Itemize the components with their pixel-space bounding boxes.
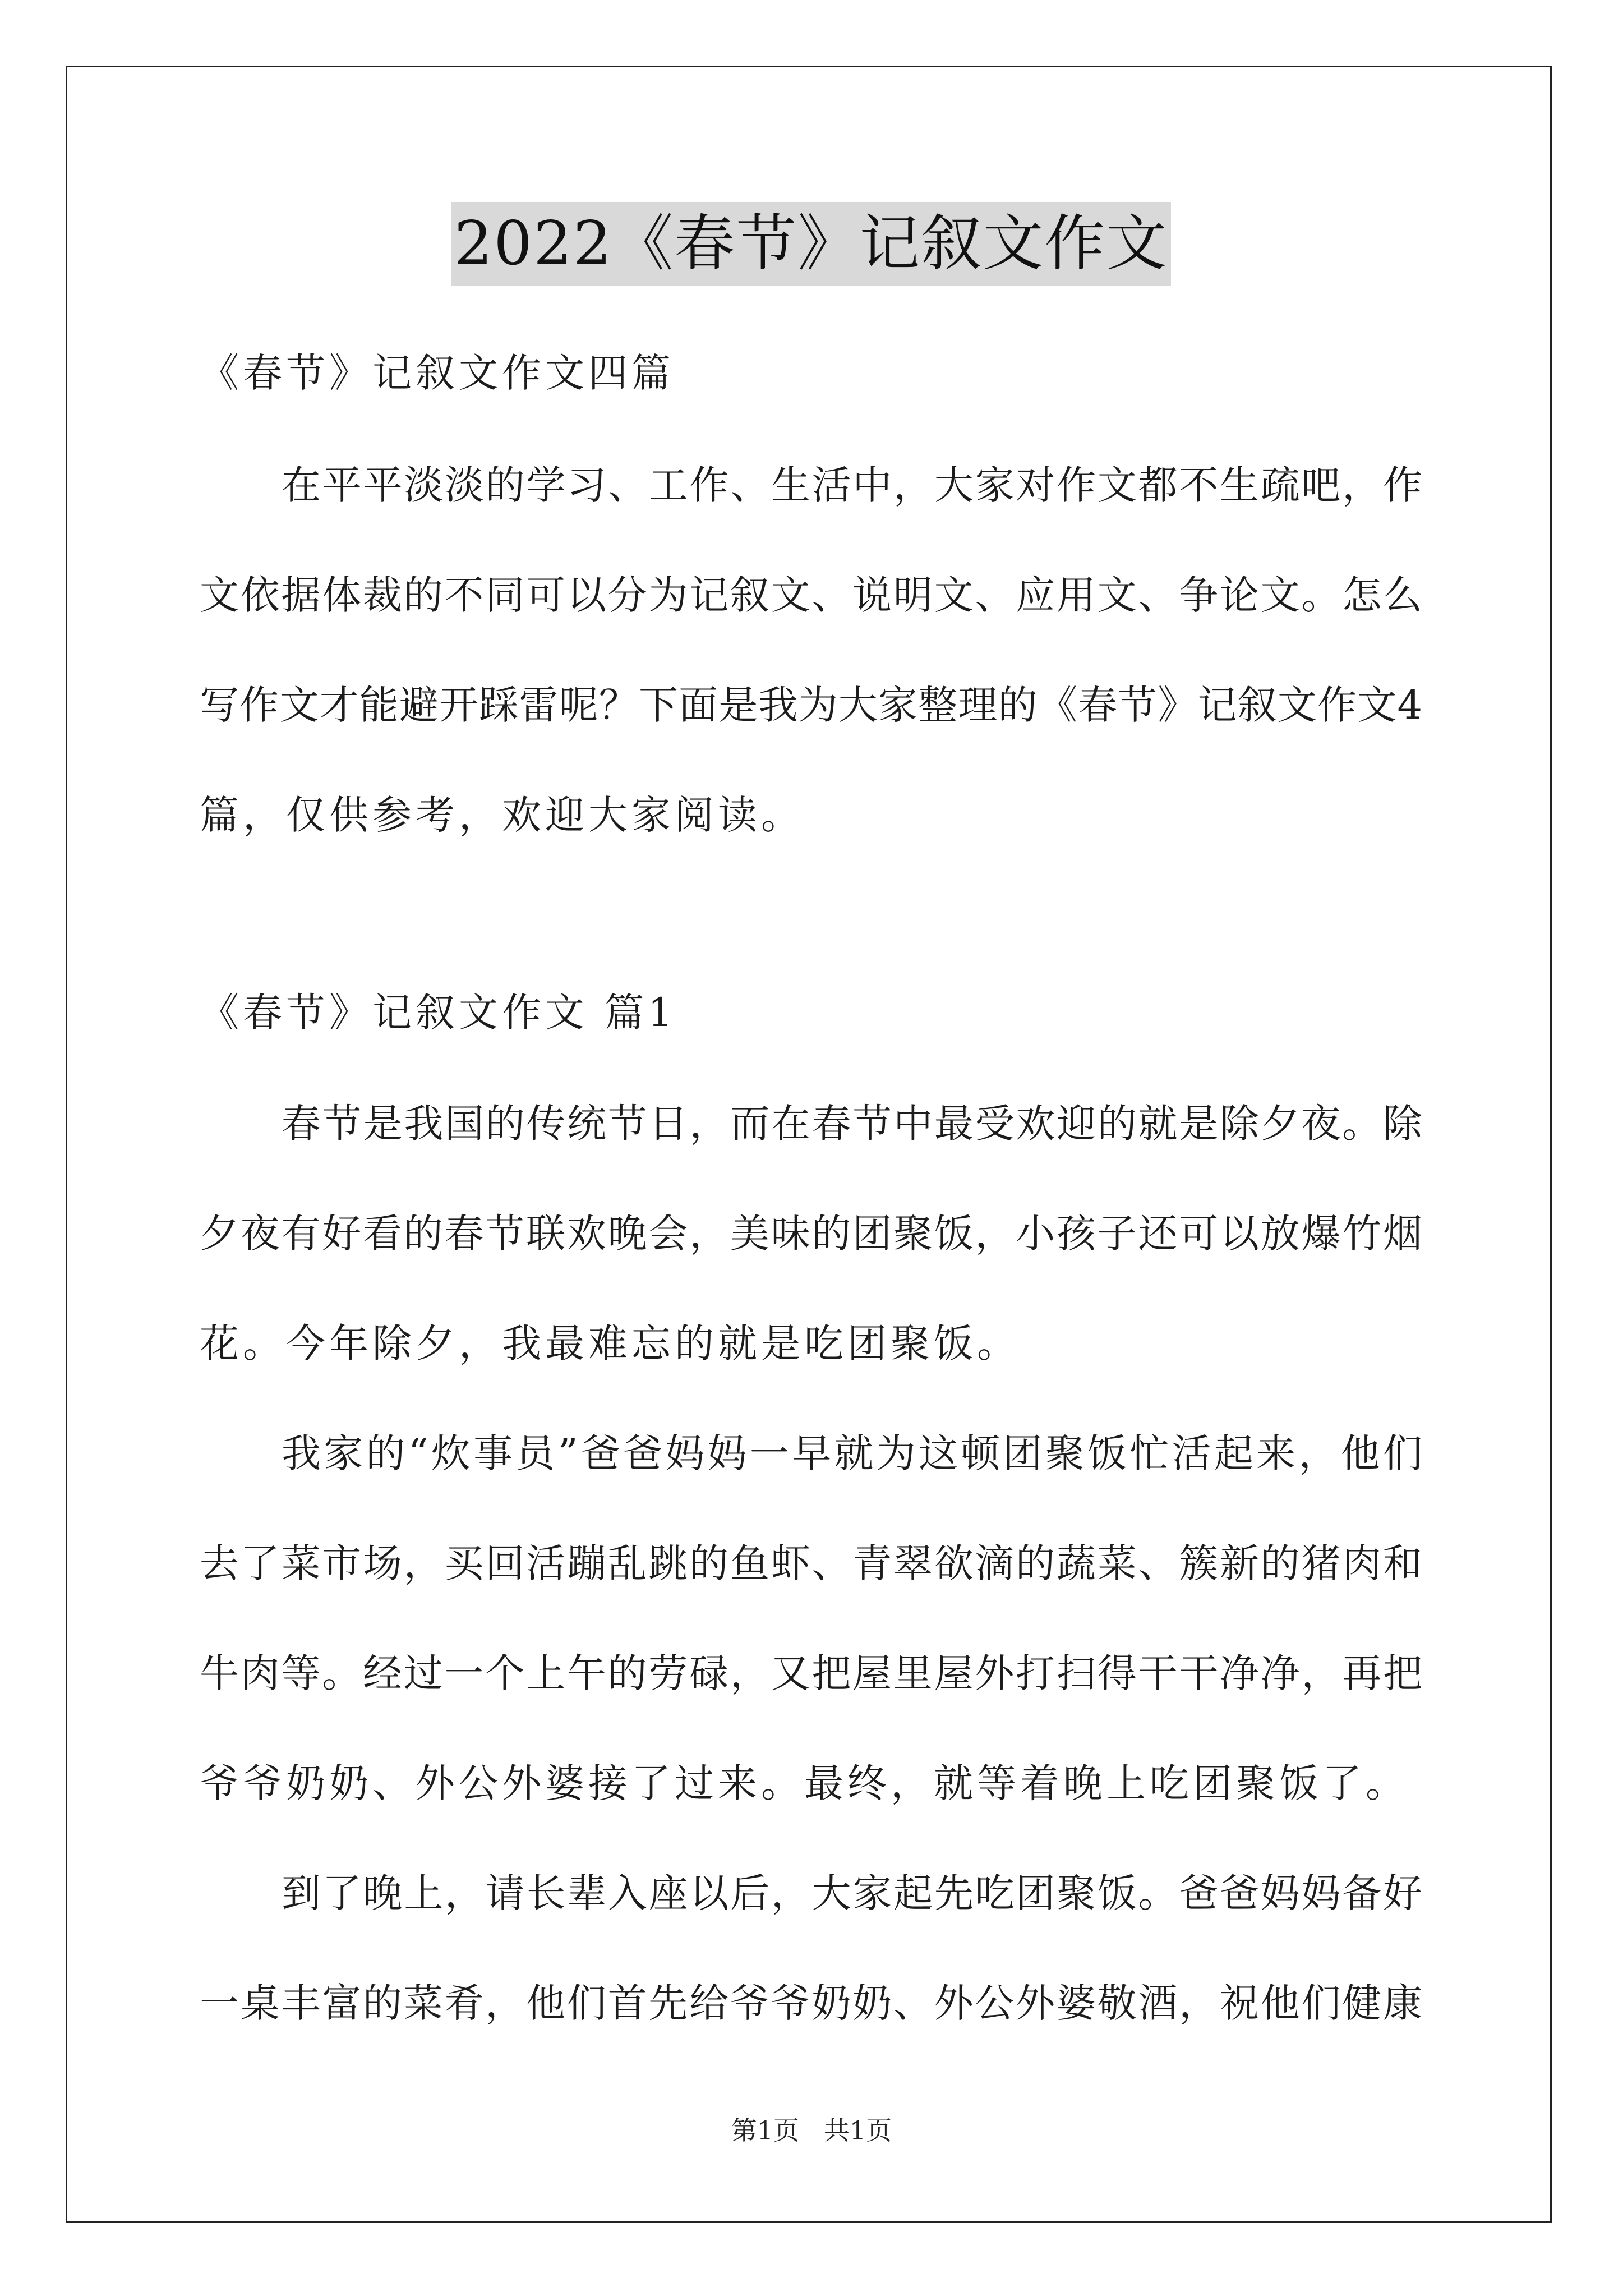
para2-line-2: 去了菜市场，买回活蹦乱跳的鱼虾、青翠欲滴的蔬菜、簇新的猪肉和 [200,1540,1422,1586]
intro-line-1: 在平平淡淡的学习、工作、生活中，大家对作文都不生疏吧，作 [282,462,1422,508]
para1-line-3: 花。今年除夕，我最难忘的就是吃团聚饭。 [200,1320,1020,1366]
para2-line-3: 牛肉等。经过一个上午的劳碌，又把屋里屋外打扫得干干净净，再把 [200,1650,1422,1696]
para1-line-2: 夕夜有好看的春节联欢晚会，美味的团聚饭，小孩子还可以放爆竹烟 [200,1211,1422,1257]
para3-line-2: 一桌丰富的菜肴，他们首先给爷爷奶奶、外公外婆敬酒，祝他们健康 [200,1980,1422,2026]
section-heading: 《春节》记叙文作文 篇1 [200,990,677,1036]
title-wrapper [200,202,1422,286]
document-title: 2022《春节》记叙文作文 [451,202,1172,286]
document-subtitle: 《春节》记叙文作文四篇 [200,350,675,396]
para2-line-4: 爷爷奶奶、外公外婆接了过来。最终，就等着晚上吃团聚饭了。 [200,1760,1409,1806]
para1-line-1: 春节是我国的传统节日，而在春节中最受欢迎的就是除夕夜。除 [282,1101,1422,1147]
para2-line-1: 我家的“炊事员”爸爸妈妈一早就为这顿团聚饭忙活起来，他们 [282,1430,1422,1476]
page-number-label: 第1页 共1页 [731,2115,892,2146]
para3-line-1: 到了晚上，请长辈入座以后，大家起先吃团聚饭。爸爸妈妈备好 [282,1870,1422,1916]
intro-line-3: 写作文才能避开踩雷呢？下面是我为大家整理的《春节》记叙文作文4 [200,682,1422,728]
intro-line-2: 文依据体裁的不同可以分为记叙文、说明文、应用文、争论文。怎么 [200,572,1422,618]
intro-line-4: 篇，仅供参考，欢迎大家阅读。 [200,792,804,838]
page-footer [0,2114,1623,2147]
